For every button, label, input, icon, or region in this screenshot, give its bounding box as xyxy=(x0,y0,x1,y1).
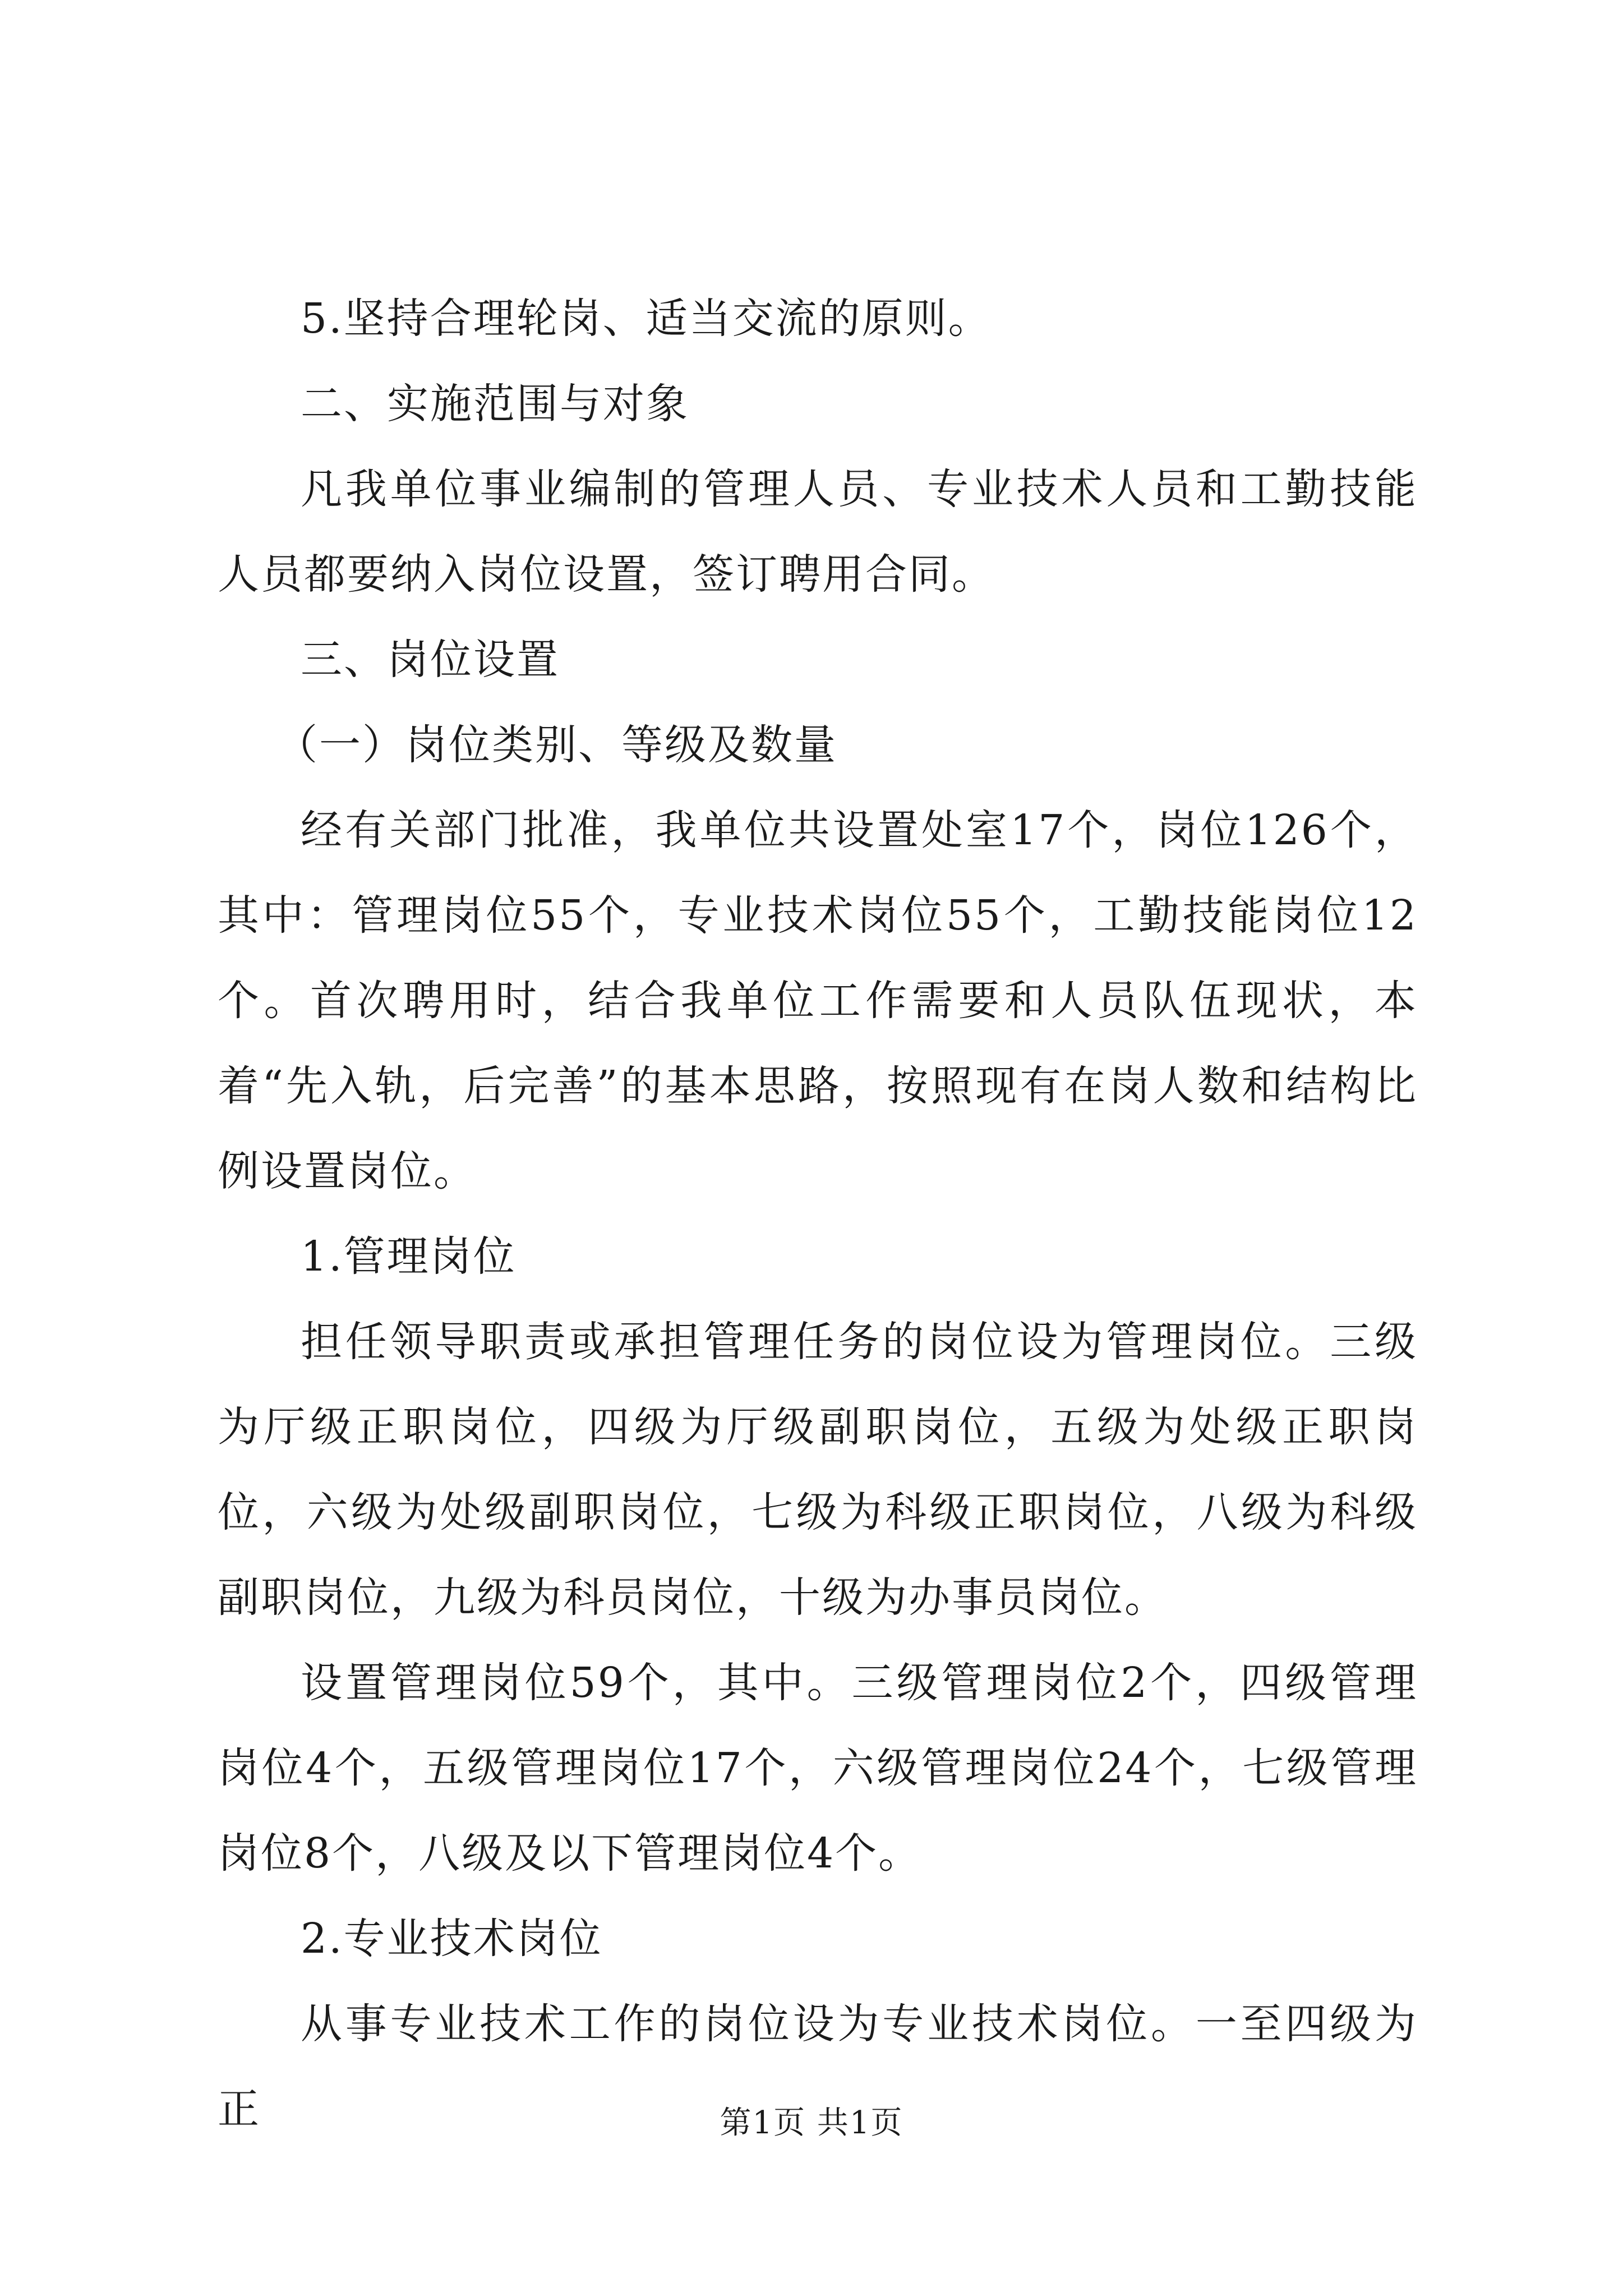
management-position-heading: 1.管理岗位 xyxy=(301,1232,517,1281)
principle-item-5: 5.坚持合理轮岗、适当交流的原则。 xyxy=(301,295,992,343)
page-number-footer: 第1页 共1页 xyxy=(720,2105,903,2141)
technical-position-definition: 从事专业技术工作的岗位设为专业技术岗位。一至四级为正 xyxy=(218,2000,1418,2133)
section-heading-position-setup: 三、岗位设置 xyxy=(301,636,560,684)
technical-position-heading: 2.专业技术岗位 xyxy=(301,1915,603,1963)
document-body xyxy=(218,276,1418,2152)
position-count-paragraph: 经有关部门批准，我单位共设置处室17个，岗位126个，其中：管理岗位55个，专业技术岗位55个，工勤技能岗位12个。首次聘用时，结合我单位工作需要和人员队伍现状，本着“先入轨，后完善”的基本思路，按照现有在岗人数和结构比例设置岗位。 xyxy=(218,806,1418,1195)
scope-paragraph: 凡我单位事业编制的管理人员、专业技术人员和工勤技能人员都要纳入岗位设置，签订聘用合同。 xyxy=(218,465,1418,599)
management-position-count: 设置管理岗位59个，其中。三级管理岗位2个，四级管理岗位4个，五级管理岗位17个，六级管理岗位24个，七级管理岗位8个，八级及以下管理岗位4个。 xyxy=(218,1659,1418,1878)
subsection-heading-categories: （一）岗位类别、等级及数量 xyxy=(276,721,837,769)
section-heading-scope: 二、实施范围与对象 xyxy=(301,380,689,428)
management-position-definition: 担任领导职责或承担管理任务的岗位设为管理岗位。三级为厅级正职岗位，四级为厅级副职岗位，五级为处级正职岗位，六级为处级副职岗位，七级为科级正职岗位，八级为科级副职岗位，九级为科员岗位，十级为办事员岗位。 xyxy=(218,1318,1418,1622)
